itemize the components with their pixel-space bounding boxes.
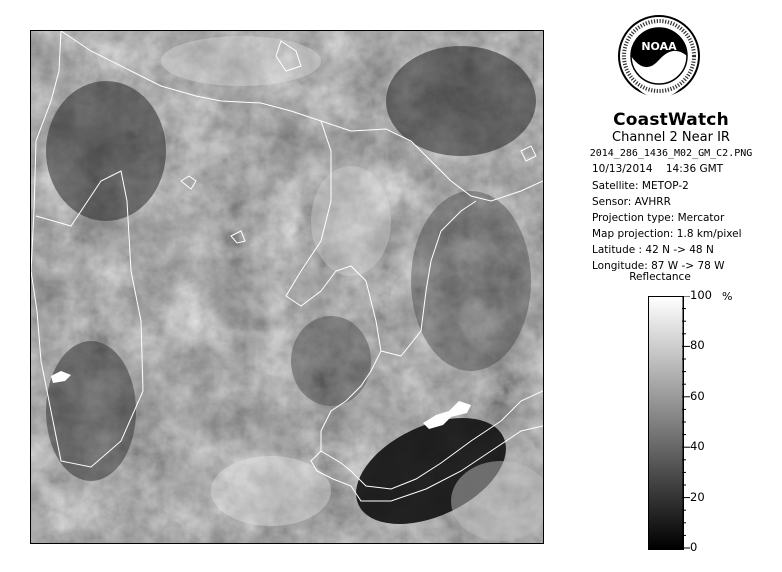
longitude-label: Longitude: 87 W -> 78 W <box>592 260 725 272</box>
map-projection-label: Map projection: 1.8 km/pixel <box>592 228 742 240</box>
cloud-bright <box>211 456 331 526</box>
projection-type-label: Projection type: Mercator <box>592 212 725 224</box>
colorbar-unit: % <box>722 290 733 303</box>
colorbar-tick-label: 60 <box>690 388 705 403</box>
colorbar-tick-label: 20 <box>690 489 705 504</box>
map-svg <box>31 31 543 543</box>
dark-region <box>46 341 136 481</box>
noaa-logo <box>617 14 701 98</box>
reflectance-colorbar <box>648 296 684 550</box>
colorbar-tick-label: 100 <box>690 288 712 302</box>
colorbar-tick-label: 0 <box>690 540 698 554</box>
colorbar-axis <box>682 296 742 550</box>
dark-region <box>411 191 531 371</box>
colorbar-title: Reflectance <box>629 271 691 283</box>
colorbar-tick-label: 80 <box>690 338 705 353</box>
dark-region <box>291 316 371 406</box>
date-time: 10/13/2014 14:36 GMT <box>592 163 724 175</box>
colorbar-minor-ticks <box>682 296 690 548</box>
satellite-label: Satellite: METOP-2 <box>592 180 689 192</box>
app-title: CoastWatch <box>613 110 729 130</box>
colorbar-tick-label: 40 <box>690 439 705 454</box>
satellite-image-map[interactable] <box>30 30 544 544</box>
noaa-logo-text: NOAA <box>641 40 677 53</box>
noaa-logo-graphic <box>617 14 701 98</box>
latitude-label: Latitude : 42 N -> 48 N <box>592 244 714 256</box>
channel-subtitle: Channel 2 Near IR <box>612 130 730 145</box>
image-filename: 2014_286_1436_M02_GM_C2.PNG <box>589 148 753 159</box>
sensor-label: Sensor: AVHRR <box>592 196 671 208</box>
cloud-bright <box>311 166 391 276</box>
dark-region <box>46 81 166 221</box>
cloud-bright <box>161 36 321 86</box>
